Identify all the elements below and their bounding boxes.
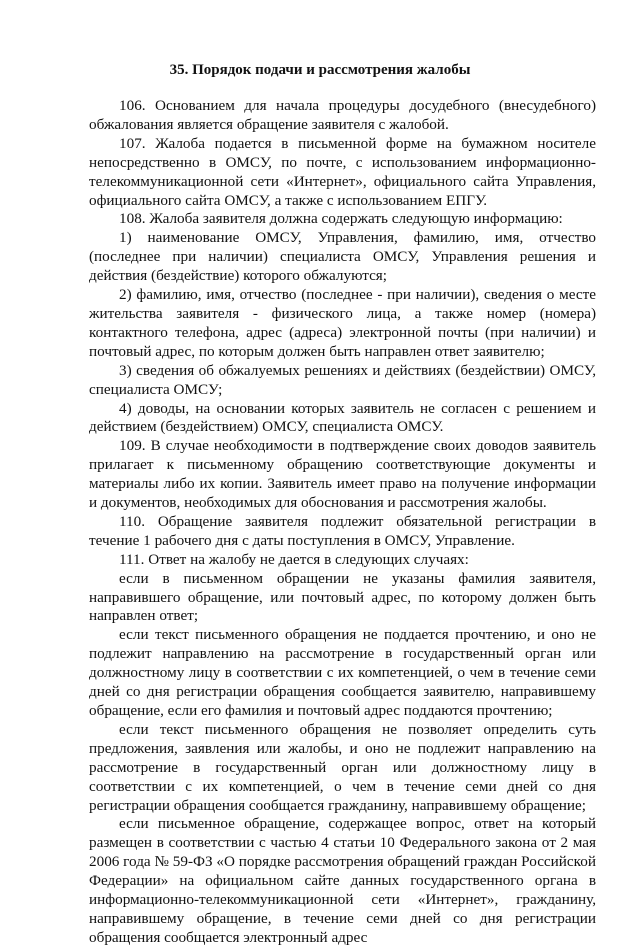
paragraph-109: 109. В случае необходимости в подтверждение своих доводов заявитель прилагает к письменному обращению соответствующие документы и материалы либо их копии. Заявитель имеет право на получение информации и документов, необходимых для обоснования и рассмотрения жалобы. [89,437,596,512]
paragraph-108-item-1: 1) наименование ОМСУ, Управления, фамилию, имя, отчество (последнее при наличии) специалиста ОМСУ, Управления решения и действия (бездействие) которого обжалуются; [89,229,596,285]
paragraph-108: 108. Жалоба заявителя должна содержать следующую информацию: [119,210,563,228]
paragraph-110: 110. Обращение заявителя подлежит обязательной регистрации в течение 1 рабочего дня с даты поступления в ОМСУ, Управление. [89,512,596,549]
paragraph-111-case-4: если письменное обращение, содержащее вопрос, ответ на который размещен в соответствии с частью 4 статьи 10 Федерального закона от 2 мая 2006 года № 59-ФЗ «О порядке рассмотрения обращений граждан Российской Федерации» на официальном сайте данных государственного органа в информационно-телекоммуникационной сети «Интернет», гражданину, направившему обращение, в течение семи дней со дня регистрации обращения сообщается электронный адрес [89,815,596,946]
paragraph-111: 111. Ответ на жалобу не дается в следующих случаях: [119,550,469,568]
paragraph-111-case-1: если в письменном обращении не указаны фамилия заявителя, направившего обращение, или почтовый адрес, по которому должен быть направлен ответ; [89,569,596,625]
paragraph-111-case-2: если текст письменного обращения не поддается прочтению, и оно не подлежит направлению на рассмотрение в государственный орган или должностному лицу в соответствии с их компетенцией, о чем в течение семи дней со дня регистрации обращения сообщается заявителю, направившему обращение, если его фамилия и почтовый адрес поддаются прочтению; [89,626,596,719]
paragraph-108-item-2: 2) фамилию, имя, отчество (последнее - при наличии), сведения о месте жительства заявителя - физического лица, а также номер (номера) контактного телефона, адрес (адреса) электронной почты (при наличии) и почтовый адрес, по которым должен быть направлен ответ заявителю; [89,286,596,360]
paragraph-106: 106. Основанием для начала процедуры досудебного (внесудебного) обжалования является обращение заявителя с жалобой. [89,97,596,133]
document-body [89,97,596,948]
paragraph-107: 107. Жалоба подается в письменной форме на бумажном носителе непосредственно в ОМСУ, по почте, с использованием информационно-телекоммуникационной сети «Интернет», официального сайта Управления, официального сайта ОМСУ, а также с использованием ЕПГУ. [89,134,596,209]
paragraph-108-item-3: 3) сведения об обжалуемых решениях и действиях (бездействии) ОМСУ, специалиста ОМСУ; [89,361,596,398]
section-title: 35. Порядок подачи и рассмотрения жалобы [169,62,471,78]
paragraph-111-case-3: если текст письменного обращения не позволяет определить суть предложения, заявления или жалобы, и оно не подлежит направлению на рассмотрение в государственный орган или должностному лицу в соответствии с их компетенцией, о чем в течение семи дней со дня регистрации обращения сообщается гражданину, направившему обращение; [89,720,596,814]
paragraph-108-item-4: 4) доводы, на основании которых заявитель не согласен с решением и действием (бездействием) ОМСУ, специалиста ОМСУ. [89,399,596,436]
